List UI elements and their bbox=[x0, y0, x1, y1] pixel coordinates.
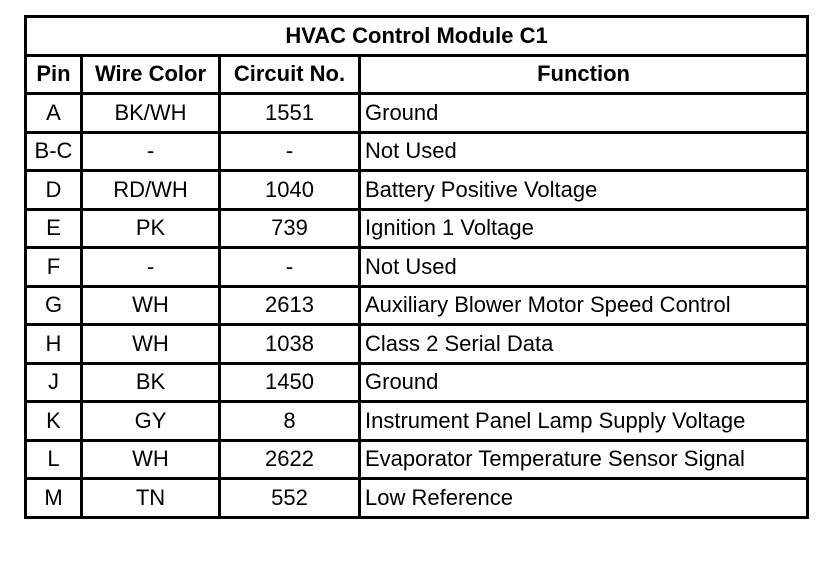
column-header-wire-color: Wire Color bbox=[82, 55, 220, 94]
table-row bbox=[26, 132, 808, 171]
function-cell: Class 2 Serial Data bbox=[360, 325, 808, 364]
pin-cell: H bbox=[26, 325, 82, 364]
circuit-number-cell: 2622 bbox=[220, 440, 360, 479]
table-row bbox=[26, 171, 808, 210]
function-cell: Not Used bbox=[360, 132, 808, 171]
table-title: HVAC Control Module C1 bbox=[26, 17, 808, 56]
function-cell: Ground bbox=[360, 94, 808, 133]
table-row bbox=[26, 325, 808, 364]
column-header-pin: Pin bbox=[26, 55, 82, 94]
circuit-number-cell: 552 bbox=[220, 479, 360, 518]
wire-color-cell: - bbox=[82, 248, 220, 287]
wire-color-cell: GY bbox=[82, 402, 220, 441]
pin-cell: K bbox=[26, 402, 82, 441]
table-row bbox=[26, 248, 808, 287]
table-row bbox=[26, 402, 808, 441]
wire-color-cell: WH bbox=[82, 325, 220, 364]
circuit-number-cell: 8 bbox=[220, 402, 360, 441]
pin-cell: F bbox=[26, 248, 82, 287]
column-header-circuit-no: Circuit No. bbox=[220, 55, 360, 94]
wire-color-cell: - bbox=[82, 132, 220, 171]
wire-color-cell: BK/WH bbox=[82, 94, 220, 133]
function-cell: Evaporator Temperature Sensor Signal bbox=[360, 440, 808, 479]
pin-cell: M bbox=[26, 479, 82, 518]
pin-cell: E bbox=[26, 209, 82, 248]
wire-color-cell: WH bbox=[82, 286, 220, 325]
pin-cell: L bbox=[26, 440, 82, 479]
function-cell: Battery Positive Voltage bbox=[360, 171, 808, 210]
circuit-number-cell: 739 bbox=[220, 209, 360, 248]
table-row bbox=[26, 209, 808, 248]
pin-cell: D bbox=[26, 171, 82, 210]
wire-color-cell: RD/WH bbox=[82, 171, 220, 210]
wire-color-cell: WH bbox=[82, 440, 220, 479]
function-cell: Instrument Panel Lamp Supply Voltage bbox=[360, 402, 808, 441]
function-cell: Low Reference bbox=[360, 479, 808, 518]
connector-table bbox=[24, 15, 809, 519]
function-cell: Auxiliary Blower Motor Speed Control bbox=[360, 286, 808, 325]
function-cell: Ignition 1 Voltage bbox=[360, 209, 808, 248]
wire-color-cell: PK bbox=[82, 209, 220, 248]
circuit-number-cell: 1040 bbox=[220, 171, 360, 210]
pin-cell: J bbox=[26, 363, 82, 402]
function-cell: Ground bbox=[360, 363, 808, 402]
pin-cell: G bbox=[26, 286, 82, 325]
circuit-number-cell: 2613 bbox=[220, 286, 360, 325]
table-header-row bbox=[26, 55, 808, 94]
table-title-row bbox=[26, 17, 808, 56]
wire-color-cell: TN bbox=[82, 479, 220, 518]
wire-color-cell: BK bbox=[82, 363, 220, 402]
circuit-number-cell: 1551 bbox=[220, 94, 360, 133]
pin-cell: B-C bbox=[26, 132, 82, 171]
table-row bbox=[26, 479, 808, 518]
circuit-number-cell: - bbox=[220, 248, 360, 287]
table-row bbox=[26, 363, 808, 402]
circuit-number-cell: - bbox=[220, 132, 360, 171]
table-row bbox=[26, 286, 808, 325]
table-row bbox=[26, 440, 808, 479]
function-cell: Not Used bbox=[360, 248, 808, 287]
table-row bbox=[26, 94, 808, 133]
circuit-number-cell: 1038 bbox=[220, 325, 360, 364]
pin-cell: A bbox=[26, 94, 82, 133]
column-header-function: Function bbox=[360, 55, 808, 94]
circuit-number-cell: 1450 bbox=[220, 363, 360, 402]
